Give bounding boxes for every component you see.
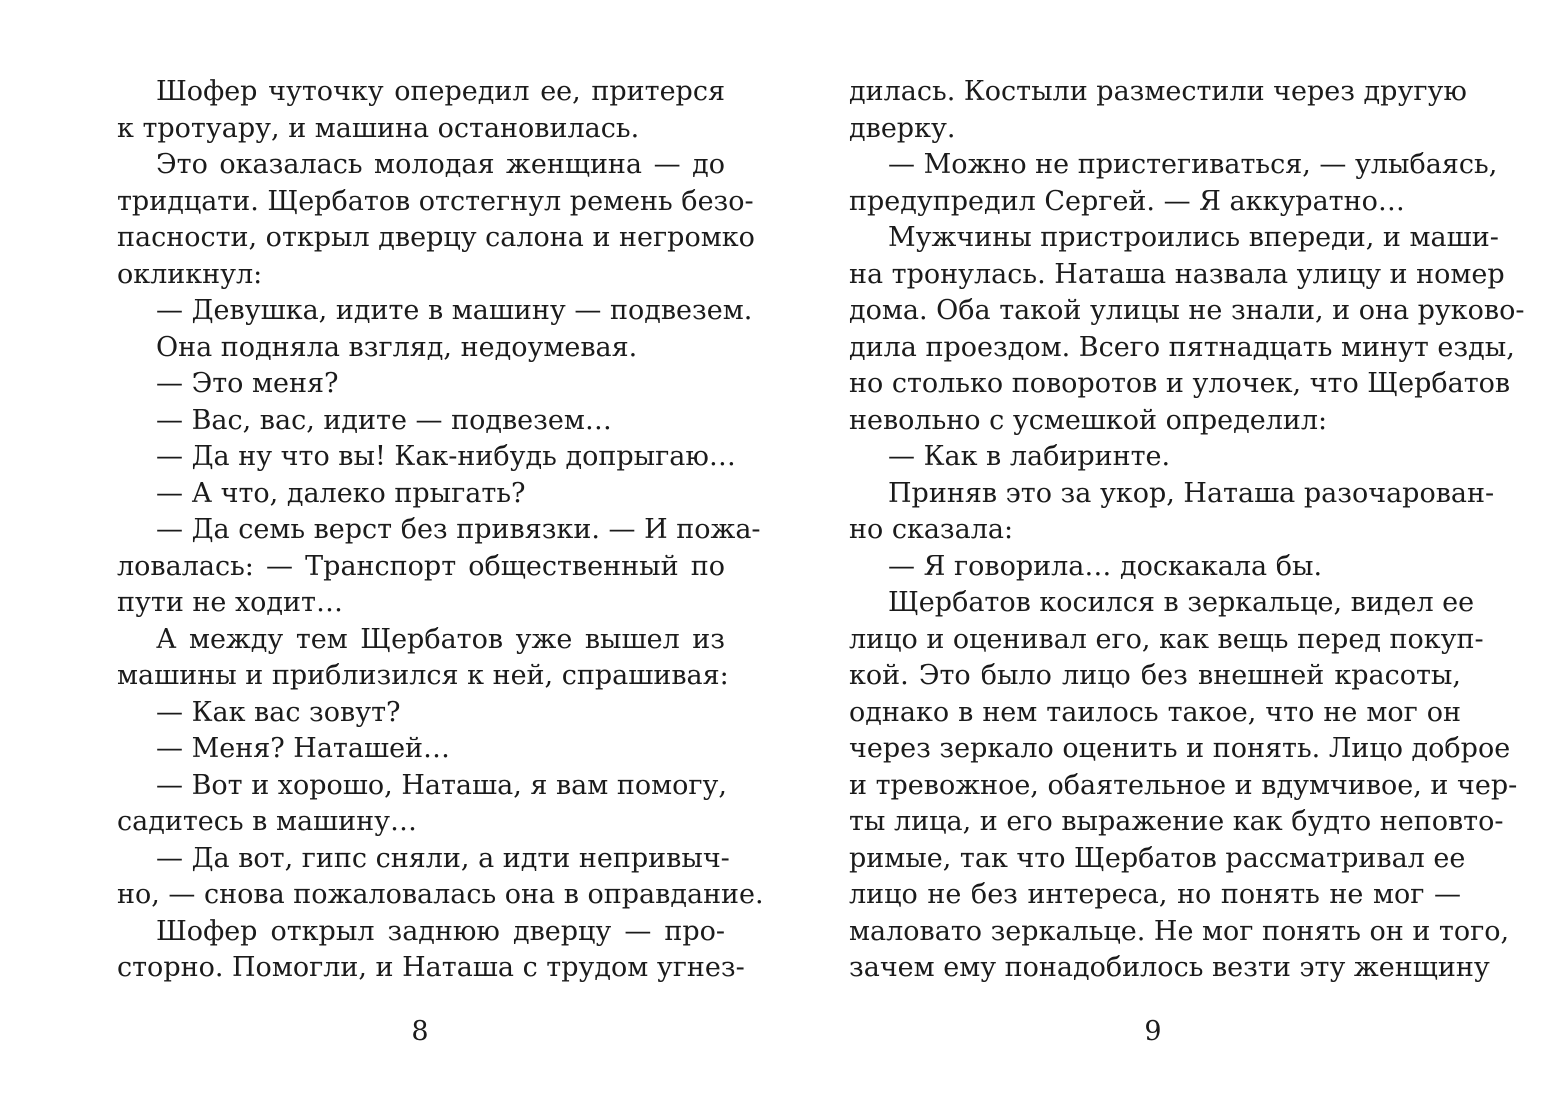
left-page-text — [117, 74, 764, 987]
text-line: к тротуару, и машина остановилась. — [117, 112, 640, 144]
text-line: дверку. — [849, 112, 956, 144]
text-line: — Да семь верст без привязки. — И пожа- — [156, 514, 761, 545]
text-line: — Да вот, гипс сняли, а идти непривыч- — [156, 842, 730, 874]
right-page-text — [849, 74, 1525, 987]
text-line: дила проездом. Всего пятнадцать минут езды, — [849, 331, 1515, 363]
text-line: ловалась: — Транспорт общественный по — [117, 550, 725, 582]
text-line: кой. Это было лицо без внешней красоты, — [849, 660, 1461, 691]
text-line: лицо не без интереса, но понять не мог — — [849, 879, 1461, 910]
text-line: Шофер открыл заднюю дверцу — про- — [156, 915, 725, 947]
text-line: но сказала: — [849, 514, 1014, 545]
left-page-number: 8 — [411, 1016, 429, 1047]
text-line: но столько поворотов и улочек, что Щербатов — [849, 368, 1511, 399]
text-line: — Это меня? — [156, 368, 339, 399]
text-line: через зеркало оценить и понять. Лицо доброе — [849, 733, 1511, 764]
text-line: — Как в лабиринте. — [888, 441, 1171, 472]
text-line: Она подняла взгляд, недоумевая. — [156, 331, 638, 363]
text-line: машины и приблизился к ней, спрашивая: — [117, 660, 729, 691]
text-line: сторно. Помогли, и Наташа с трудом угнез- — [117, 952, 745, 983]
text-line: — Вот и хорошо, Наташа, я вам помогу, — [156, 769, 727, 801]
text-line: — А что, далеко прыгать? — [156, 477, 526, 509]
text-line: А между тем Щербатов уже вышел из — [156, 623, 725, 655]
text-line: садитесь в машину… — [117, 806, 418, 837]
text-line: но, — снова пожаловалась она в оправдание. — [117, 879, 764, 910]
text-line: невольно с усмешкой определил: — [849, 404, 1328, 436]
text-line: Это оказалась молодая женщина — до — [156, 149, 725, 180]
text-line: окликнул: — [117, 258, 263, 290]
text-line: — Меня? Наташей… — [156, 733, 451, 764]
text-line: пути не ходит… — [117, 587, 343, 618]
text-line: однако в нем таилось такое, что не мог он — [849, 696, 1461, 728]
text-line: тридцати. Щербатов отстегнул ремень безо- — [117, 185, 754, 217]
text-line: дома. Оба такой улицы не знали, и она руково- — [849, 295, 1525, 326]
text-line: зачем ему понадобилось везти эту женщину — [849, 952, 1490, 983]
text-line: и тревожное, обаятельное и вдумчивое, и чер- — [849, 769, 1518, 801]
text-line: римые, так что Щербатов рассматривал ее — [849, 842, 1466, 874]
text-line: Приняв это за укор, Наташа разочарован- — [888, 477, 1495, 509]
text-line: маловато зеркальце. Не мог понять он и того, — [849, 915, 1510, 947]
text-line: Мужчины пристроились впереди, и маши- — [888, 222, 1499, 253]
text-line: Шофер чуточку опередил ее, притерся — [156, 76, 725, 107]
text-line: — Да ну что вы! Как-нибудь допрыгаю… — [156, 441, 736, 472]
right-page-number: 9 — [1144, 1016, 1162, 1047]
text-line: предупредил Сергей. — Я аккуратно… — [849, 185, 1405, 217]
text-line: лицо и оценивал его, как вещь перед покуп- — [849, 623, 1484, 655]
text-line: пасности, открыл дверцу салона и негромко — [117, 222, 755, 253]
text-line: — Можно не пристегиваться, — улыбаясь, — [888, 149, 1498, 180]
text-line: ты лица, и его выражение как будто неповто- — [849, 806, 1504, 837]
text-line: — Вас, вас, идите — подвезем… — [156, 404, 612, 436]
text-line: — Девушка, идите в машину — подвезем. — [156, 295, 753, 326]
text-line: Щербатов косился в зеркальце, видел ее — [888, 587, 1475, 618]
text-line: — Я говорила… доскакала бы. — [888, 550, 1323, 582]
text-line: дилась. Костыли разместили через другую — [849, 76, 1467, 107]
text-line: на тронулась. Наташа назвала улицу и номер — [849, 258, 1505, 290]
text-line: — Как вас зовут? — [156, 696, 401, 728]
